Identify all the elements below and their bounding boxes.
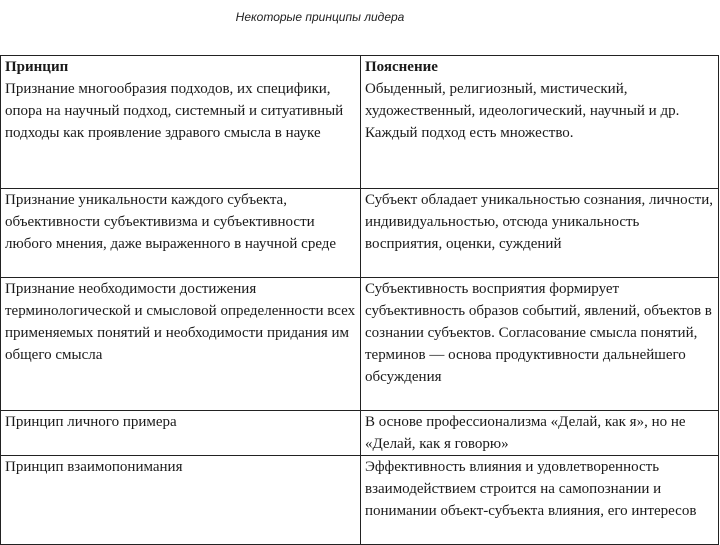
explanation-cell: Обыденный, религиозный, мистический, художественный, идеологический, научный и др. Каждый подход есть множество. xyxy=(361,78,719,189)
table-row xyxy=(1,456,719,545)
explanation-cell: В основе профессионализма «Делай, как я», но не «Делай, как я говорю» xyxy=(361,411,719,456)
table-header-row xyxy=(1,56,719,79)
principle-cell: Принцип личного примера xyxy=(1,411,361,456)
table-row xyxy=(1,78,719,189)
header-explanation: Пояснение xyxy=(361,56,719,79)
table-row xyxy=(1,278,719,411)
explanation-cell: Субъективность восприятия формирует субъективность образов событий, явлений, объектов в сознании субъектов. Согласование смысла понятий, терминов — основа продуктивности дальнейшего обсуждения xyxy=(361,278,719,411)
table-row xyxy=(1,189,719,278)
document-title: Некоторые принципы лидера xyxy=(235,10,405,24)
table-row xyxy=(1,411,719,456)
explanation-cell: Субъект обладает уникальностью сознания, личности, индивидуальностью, отсюда уникальность восприятия, оценки, суждений xyxy=(361,189,719,278)
header-principle: Принцип xyxy=(1,56,361,79)
principles-table xyxy=(0,55,719,545)
principle-cell: Принцип взаимопонимания xyxy=(1,456,361,545)
principle-cell: Признание необходимости достижения терминологической и смысловой определенности всех применяемых понятий и необходимости придания им общего смысла xyxy=(1,278,361,411)
principle-cell: Признание уникальности каждого субъекта, объективности субъективизма и субъективности любого мнения, даже выраженного в научной среде xyxy=(1,189,361,278)
principle-cell: Признание многообразия подходов, их специфики, опора на научный подход, системный и ситуативный подходы как проявление здравого смысла в науке xyxy=(1,78,361,189)
explanation-cell: Эффективность влияния и удовлетворенность взаимодействием строится на самопознании и понимании объект-субъекта влияния, его интересов xyxy=(361,456,719,545)
